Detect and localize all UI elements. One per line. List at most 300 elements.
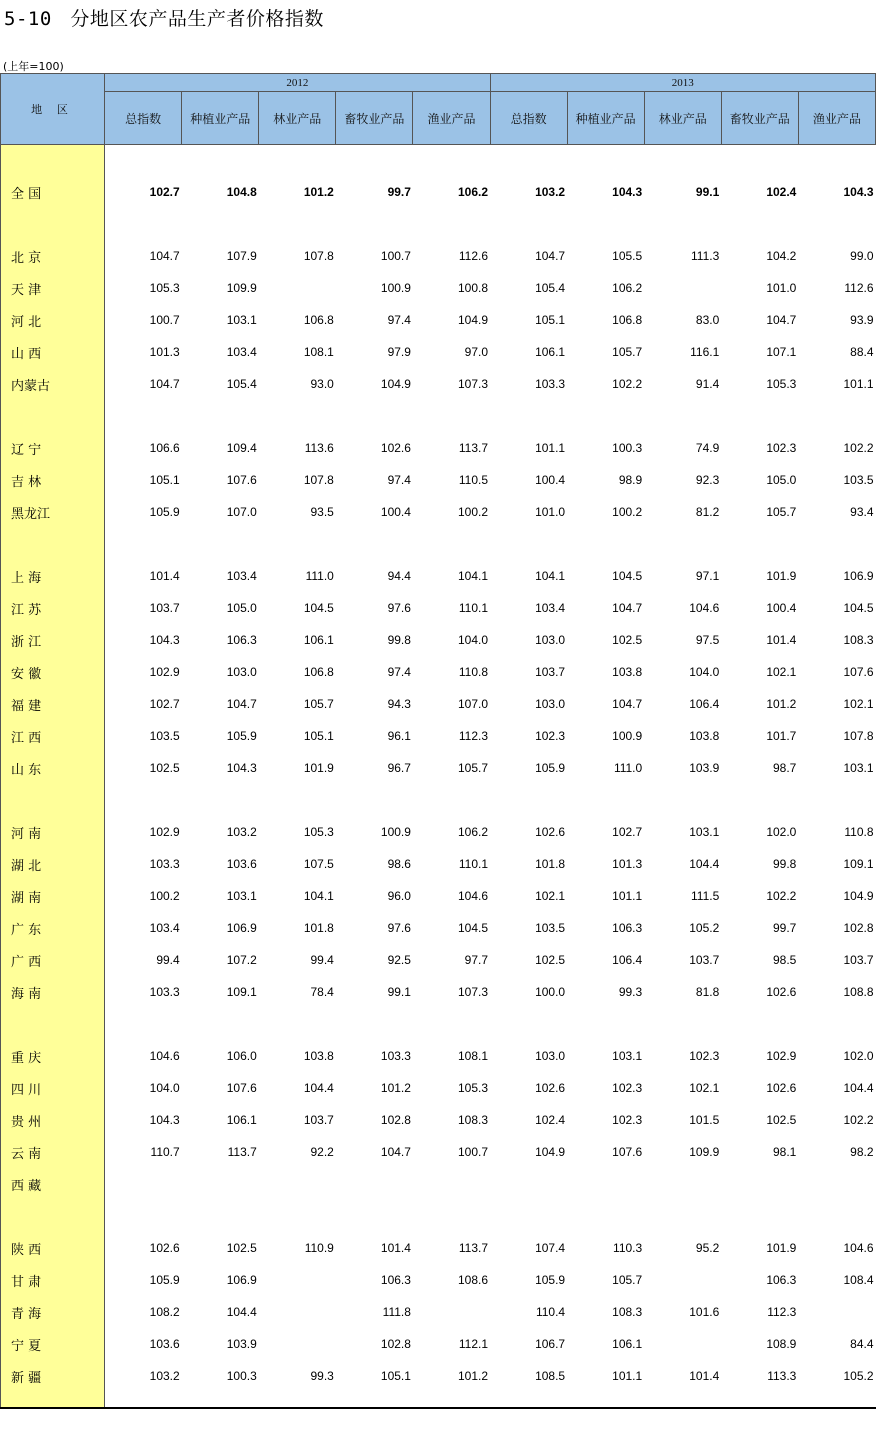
value-cell: 97.0 xyxy=(464,345,489,359)
value-cell xyxy=(798,1296,875,1328)
value-cell: 109.1 xyxy=(226,985,257,999)
value-cell: 108.6 xyxy=(458,1273,489,1287)
value-cell: 103.9 xyxy=(226,1337,257,1351)
value-cell: 103.6 xyxy=(149,1337,180,1351)
value-cell: 107.0 xyxy=(458,697,489,711)
value-cell: 99.0 xyxy=(850,249,874,263)
value-cell-blank xyxy=(105,528,182,560)
value-cell: 81.2 xyxy=(695,505,720,519)
value-cell: 99.4 xyxy=(156,953,180,967)
value-cell: 104.4 xyxy=(303,1081,334,1095)
value-cell: 104.5 xyxy=(458,921,489,935)
region-name: 河 南 xyxy=(1,816,105,848)
category-header-total-index-2013: 总指数 xyxy=(490,92,567,145)
region-name: 西 藏 xyxy=(1,1168,105,1200)
value-cell: 104.0 xyxy=(458,633,489,647)
value-cell-blank xyxy=(413,145,490,177)
table-row xyxy=(1,624,876,656)
region-name: 安 徽 xyxy=(1,656,105,688)
value-cell: 94.4 xyxy=(387,569,411,583)
value-cell: 109.4 xyxy=(226,441,257,455)
table-row xyxy=(1,336,876,368)
value-cell: 105.4 xyxy=(226,377,257,391)
value-cell-blank xyxy=(182,1008,259,1040)
value-cell: 108.8 xyxy=(843,985,874,999)
value-cell: 100.2 xyxy=(149,889,180,903)
value-cell: 102.3 xyxy=(612,1081,643,1095)
value-cell: 102.9 xyxy=(766,1049,797,1063)
value-cell: 103.0 xyxy=(535,1049,566,1063)
value-cell: 111.8 xyxy=(382,1305,411,1319)
value-cell: 109.9 xyxy=(689,1145,720,1159)
value-cell: 105.1 xyxy=(380,1369,411,1383)
value-cell: 101.4 xyxy=(380,1241,411,1255)
value-cell: 101.8 xyxy=(303,921,334,935)
spacer-row xyxy=(1,208,876,240)
value-cell: 103.1 xyxy=(843,761,874,775)
value-cell: 81.8 xyxy=(695,985,720,999)
value-cell: 102.1 xyxy=(843,697,874,711)
value-cell: 95.2 xyxy=(695,1241,720,1255)
value-cell: 110.7 xyxy=(150,1145,180,1159)
table-row xyxy=(1,496,876,528)
value-cell: 101.1 xyxy=(843,377,874,391)
region-name: 广 东 xyxy=(1,912,105,944)
spacer-row xyxy=(1,1008,876,1040)
value-cell: 105.2 xyxy=(689,921,720,935)
value-cell: 102.7 xyxy=(149,185,180,199)
table-row xyxy=(1,752,876,784)
category-header-fishery-products-2013: 渔业产品 xyxy=(798,92,875,145)
value-cell: 103.0 xyxy=(226,665,257,679)
value-cell-blank xyxy=(798,1200,875,1232)
value-cell-blank xyxy=(798,528,875,560)
value-cell: 103.5 xyxy=(535,921,566,935)
region-name: 黑龙江 xyxy=(1,496,105,528)
value-cell-blank xyxy=(490,1392,567,1408)
region-name: 贵 州 xyxy=(1,1104,105,1136)
value-cell: 97.4 xyxy=(387,473,411,487)
value-cell: 106.1 xyxy=(535,345,566,359)
value-cell: 101.1 xyxy=(612,889,643,903)
value-cell-blank xyxy=(644,1200,721,1232)
value-cell xyxy=(105,1168,182,1200)
value-cell-blank xyxy=(567,208,644,240)
value-cell: 100.2 xyxy=(612,505,643,519)
value-cell: 102.3 xyxy=(766,441,797,455)
value-cell: 102.2 xyxy=(612,377,643,391)
value-cell: 100.4 xyxy=(535,473,566,487)
value-cell: 111.3 xyxy=(691,249,720,263)
value-cell-blank xyxy=(798,1392,875,1408)
region-cell-blank xyxy=(1,1392,105,1408)
value-cell-blank xyxy=(105,1392,182,1408)
table-row xyxy=(1,560,876,592)
value-cell: 104.7 xyxy=(612,697,643,711)
value-cell: 113.3 xyxy=(767,1369,797,1383)
region-name: 陕 西 xyxy=(1,1232,105,1264)
value-cell: 104.5 xyxy=(612,569,643,583)
value-cell: 116.1 xyxy=(690,345,720,359)
value-cell: 105.5 xyxy=(612,249,643,263)
value-cell-blank xyxy=(105,1200,182,1232)
value-cell: 100.4 xyxy=(766,601,797,615)
value-cell: 92.3 xyxy=(695,473,720,487)
region-name: 内蒙古 xyxy=(1,368,105,400)
value-cell-blank xyxy=(798,400,875,432)
value-cell: 107.6 xyxy=(226,473,257,487)
value-cell: 100.0 xyxy=(535,985,566,999)
value-cell: 107.6 xyxy=(843,665,874,679)
value-cell: 106.2 xyxy=(458,185,489,199)
region-name: 云 南 xyxy=(1,1136,105,1168)
value-cell xyxy=(567,1168,644,1200)
table-body xyxy=(1,145,876,1409)
value-cell: 93.4 xyxy=(850,505,874,519)
value-cell xyxy=(644,272,721,304)
value-cell: 106.1 xyxy=(612,1337,643,1351)
value-cell: 110.8 xyxy=(844,825,874,839)
value-cell-blank xyxy=(182,400,259,432)
value-cell: 106.6 xyxy=(149,441,180,455)
value-cell: 106.8 xyxy=(612,313,643,327)
value-cell: 101.8 xyxy=(535,857,566,871)
table-row xyxy=(1,432,876,464)
value-cell: 103.2 xyxy=(149,1369,180,1383)
value-cell: 78.4 xyxy=(310,985,334,999)
value-cell-blank xyxy=(336,145,413,177)
value-cell: 107.2 xyxy=(226,953,257,967)
value-cell: 99.3 xyxy=(618,985,643,999)
region-cell-blank xyxy=(1,528,105,560)
value-cell: 102.2 xyxy=(766,889,797,903)
value-cell: 105.3 xyxy=(766,377,797,391)
value-cell: 106.8 xyxy=(303,313,334,327)
value-cell-blank xyxy=(721,1392,798,1408)
value-cell: 104.5 xyxy=(303,601,334,615)
table-row xyxy=(1,1296,876,1328)
table-row xyxy=(1,976,876,1008)
value-cell-blank xyxy=(490,1008,567,1040)
table-row xyxy=(1,592,876,624)
value-cell-blank xyxy=(336,528,413,560)
value-cell: 102.2 xyxy=(843,441,874,455)
value-cell: 98.7 xyxy=(772,761,797,775)
value-cell: 103.7 xyxy=(303,1113,334,1127)
value-cell: 107.6 xyxy=(226,1081,257,1095)
value-cell-blank xyxy=(336,1008,413,1040)
value-cell-blank xyxy=(105,784,182,816)
value-cell: 104.7 xyxy=(380,1145,411,1159)
value-cell: 105.7 xyxy=(303,697,334,711)
value-cell: 104.2 xyxy=(766,249,797,263)
value-cell: 107.0 xyxy=(226,505,257,519)
region-name: 辽 宁 xyxy=(1,432,105,464)
region-name: 河 北 xyxy=(1,304,105,336)
value-cell-blank xyxy=(413,784,490,816)
value-cell-blank xyxy=(490,145,567,177)
value-cell: 101.5 xyxy=(689,1113,720,1127)
category-header-crop-products-2013: 种植业产品 xyxy=(567,92,644,145)
value-cell: 96.7 xyxy=(387,761,411,775)
value-cell-blank xyxy=(259,145,336,177)
year-header-2012: 2012 xyxy=(105,74,490,92)
value-cell: 110.1 xyxy=(458,601,489,615)
table-row xyxy=(1,1360,876,1392)
value-cell-blank xyxy=(413,1008,490,1040)
table-row xyxy=(1,272,876,304)
value-cell: 103.7 xyxy=(689,953,720,967)
value-cell-blank xyxy=(644,1392,721,1408)
value-cell: 101.3 xyxy=(612,857,643,871)
year-header-2013: 2013 xyxy=(490,74,875,92)
value-cell: 107.3 xyxy=(458,985,489,999)
value-cell: 100.3 xyxy=(226,1369,257,1383)
value-cell: 104.7 xyxy=(149,249,180,263)
value-cell: 106.9 xyxy=(226,921,257,935)
value-cell-blank xyxy=(798,1008,875,1040)
category-header-livestock-products-2013: 畜牧业产品 xyxy=(721,92,798,145)
value-cell-blank xyxy=(567,1200,644,1232)
region-name: 天 津 xyxy=(1,272,105,304)
region-name: 湖 南 xyxy=(1,880,105,912)
value-cell-blank xyxy=(259,400,336,432)
value-cell: 101.2 xyxy=(766,697,797,711)
value-cell: 101.9 xyxy=(766,569,797,583)
table-row xyxy=(1,1072,876,1104)
value-cell: 102.0 xyxy=(766,825,797,839)
value-cell-blank xyxy=(336,208,413,240)
value-cell-blank xyxy=(182,528,259,560)
value-cell: 105.9 xyxy=(535,761,566,775)
value-cell: 100.7 xyxy=(380,249,411,263)
value-cell: 106.1 xyxy=(226,1113,257,1127)
value-cell: 91.4 xyxy=(695,377,720,391)
value-cell: 105.2 xyxy=(843,1369,874,1383)
table-row xyxy=(1,656,876,688)
region-header: 地 区 xyxy=(1,74,105,145)
value-cell-blank xyxy=(721,208,798,240)
value-cell: 93.0 xyxy=(310,377,334,391)
value-cell: 107.1 xyxy=(766,345,797,359)
region-cell-blank xyxy=(1,400,105,432)
value-cell xyxy=(259,1264,336,1296)
value-cell: 92.5 xyxy=(387,953,411,967)
value-cell: 99.3 xyxy=(310,1369,334,1383)
value-cell: 102.1 xyxy=(766,665,797,679)
value-cell: 104.3 xyxy=(226,761,257,775)
value-cell: 99.1 xyxy=(387,985,411,999)
value-cell: 112.6 xyxy=(458,249,489,263)
value-cell-blank xyxy=(721,145,798,177)
value-cell: 103.5 xyxy=(843,473,874,487)
region-name: 山 东 xyxy=(1,752,105,784)
value-cell: 99.8 xyxy=(387,633,411,647)
value-cell: 106.0 xyxy=(226,1049,257,1063)
value-cell: 104.9 xyxy=(535,1145,566,1159)
value-cell: 103.4 xyxy=(226,345,257,359)
value-cell: 103.5 xyxy=(149,729,180,743)
value-cell-blank xyxy=(336,784,413,816)
value-cell: 98.9 xyxy=(618,473,643,487)
value-cell-blank xyxy=(798,208,875,240)
value-cell: 113.7 xyxy=(227,1145,257,1159)
category-header-forestry-products-2013: 林业产品 xyxy=(644,92,721,145)
region-name: 湖 北 xyxy=(1,848,105,880)
value-cell-blank xyxy=(644,1008,721,1040)
region-name: 江 西 xyxy=(1,720,105,752)
value-cell-blank xyxy=(336,1392,413,1408)
value-cell: 100.2 xyxy=(458,505,489,519)
value-cell: 105.0 xyxy=(226,601,257,615)
value-cell: 105.7 xyxy=(766,505,797,519)
region-name: 吉 林 xyxy=(1,464,105,496)
value-cell-blank xyxy=(644,528,721,560)
value-cell: 103.1 xyxy=(689,825,720,839)
value-cell: 102.4 xyxy=(535,1113,566,1127)
table-row xyxy=(1,1328,876,1360)
value-cell: 106.9 xyxy=(843,569,874,583)
value-cell: 106.9 xyxy=(226,1273,257,1287)
table-row xyxy=(1,176,876,208)
region-name: 广 西 xyxy=(1,944,105,976)
value-cell: 103.0 xyxy=(535,633,566,647)
value-cell: 103.9 xyxy=(689,761,720,775)
value-cell: 98.5 xyxy=(772,953,797,967)
value-cell: 97.9 xyxy=(387,345,411,359)
region-name: 全 国 xyxy=(1,176,105,208)
value-cell: 103.1 xyxy=(612,1049,643,1063)
value-cell: 105.1 xyxy=(149,473,180,487)
value-cell: 112.3 xyxy=(458,729,489,743)
value-cell-blank xyxy=(336,1200,413,1232)
value-cell: 100.7 xyxy=(458,1145,489,1159)
value-cell: 110.3 xyxy=(613,1241,643,1255)
value-cell: 106.3 xyxy=(766,1273,797,1287)
category-header-livestock-products-2012: 畜牧业产品 xyxy=(336,92,413,145)
value-cell: 104.7 xyxy=(612,601,643,615)
value-cell-blank xyxy=(721,1008,798,1040)
value-cell: 104.0 xyxy=(149,1081,180,1095)
value-cell-blank xyxy=(413,528,490,560)
value-cell: 103.7 xyxy=(843,953,874,967)
value-cell: 96.1 xyxy=(387,729,411,743)
region-cell-blank xyxy=(1,145,105,177)
value-cell: 113.7 xyxy=(458,441,489,455)
value-cell-blank xyxy=(182,208,259,240)
table-row xyxy=(1,944,876,976)
value-cell: 104.6 xyxy=(843,1241,874,1255)
value-cell: 97.4 xyxy=(387,313,411,327)
value-cell-blank xyxy=(259,784,336,816)
value-cell: 113.6 xyxy=(304,441,334,455)
table-row xyxy=(1,1040,876,1072)
value-cell: 108.5 xyxy=(535,1369,566,1383)
value-cell: 107.8 xyxy=(303,473,334,487)
value-cell-blank xyxy=(182,1392,259,1408)
value-cell-blank xyxy=(490,528,567,560)
value-cell: 110.8 xyxy=(458,665,489,679)
value-cell: 102.9 xyxy=(149,665,180,679)
value-cell: 110.4 xyxy=(535,1305,566,1319)
table-title xyxy=(4,4,324,31)
value-cell-blank xyxy=(490,784,567,816)
value-cell: 93.5 xyxy=(310,505,334,519)
value-cell xyxy=(490,1168,567,1200)
value-cell: 96.0 xyxy=(387,889,411,903)
value-cell: 97.7 xyxy=(464,953,489,967)
category-header-forestry-products-2012: 林业产品 xyxy=(259,92,336,145)
value-cell: 106.3 xyxy=(612,921,643,935)
value-cell xyxy=(644,1168,721,1200)
value-cell: 102.1 xyxy=(689,1081,720,1095)
value-cell: 107.9 xyxy=(226,249,257,263)
region-name: 北 京 xyxy=(1,240,105,272)
value-cell: 102.7 xyxy=(612,825,643,839)
value-cell-blank xyxy=(182,1200,259,1232)
value-cell-blank xyxy=(490,1200,567,1232)
value-cell: 102.3 xyxy=(535,729,566,743)
spacer-row xyxy=(1,145,876,177)
value-cell-blank xyxy=(721,1200,798,1232)
value-cell: 102.6 xyxy=(766,1081,797,1095)
value-cell-blank xyxy=(644,784,721,816)
value-cell: 108.3 xyxy=(458,1113,489,1127)
value-cell: 103.0 xyxy=(535,697,566,711)
value-cell: 104.3 xyxy=(149,1113,180,1127)
value-cell: 106.2 xyxy=(612,281,643,295)
value-cell-blank xyxy=(567,1392,644,1408)
value-cell: 102.7 xyxy=(149,697,180,711)
region-name: 四 川 xyxy=(1,1072,105,1104)
value-cell: 102.9 xyxy=(149,825,180,839)
value-cell: 99.8 xyxy=(772,857,797,871)
value-cell xyxy=(259,1168,336,1200)
value-cell: 102.6 xyxy=(766,985,797,999)
value-cell: 105.9 xyxy=(149,1273,180,1287)
region-name: 山 西 xyxy=(1,336,105,368)
value-cell: 103.4 xyxy=(149,921,180,935)
value-cell: 103.7 xyxy=(535,665,566,679)
category-header-fishery-products-2012: 渔业产品 xyxy=(413,92,490,145)
value-cell: 101.2 xyxy=(458,1369,489,1383)
value-cell: 102.2 xyxy=(843,1113,874,1127)
value-cell-blank xyxy=(721,784,798,816)
value-cell: 111.0 xyxy=(305,569,334,583)
value-cell: 108.9 xyxy=(766,1337,797,1351)
value-cell: 112.1 xyxy=(458,1337,489,1351)
value-cell: 106.1 xyxy=(303,633,334,647)
value-cell: 105.7 xyxy=(612,1273,643,1287)
value-cell-blank xyxy=(413,208,490,240)
value-cell: 97.1 xyxy=(695,569,720,583)
region-name: 重 庆 xyxy=(1,1040,105,1072)
value-cell: 104.4 xyxy=(843,1081,874,1095)
table-row xyxy=(1,848,876,880)
table-row xyxy=(1,1264,876,1296)
value-cell-blank xyxy=(721,400,798,432)
value-cell: 104.3 xyxy=(843,185,874,199)
value-cell: 101.6 xyxy=(689,1305,720,1319)
value-cell: 102.4 xyxy=(766,185,797,199)
value-cell: 102.5 xyxy=(149,761,180,775)
value-cell: 103.1 xyxy=(226,889,257,903)
value-cell: 104.9 xyxy=(380,377,411,391)
value-cell: 100.3 xyxy=(612,441,643,455)
value-cell: 97.4 xyxy=(387,665,411,679)
value-cell: 106.7 xyxy=(535,1337,566,1351)
value-cell: 105.3 xyxy=(303,825,334,839)
